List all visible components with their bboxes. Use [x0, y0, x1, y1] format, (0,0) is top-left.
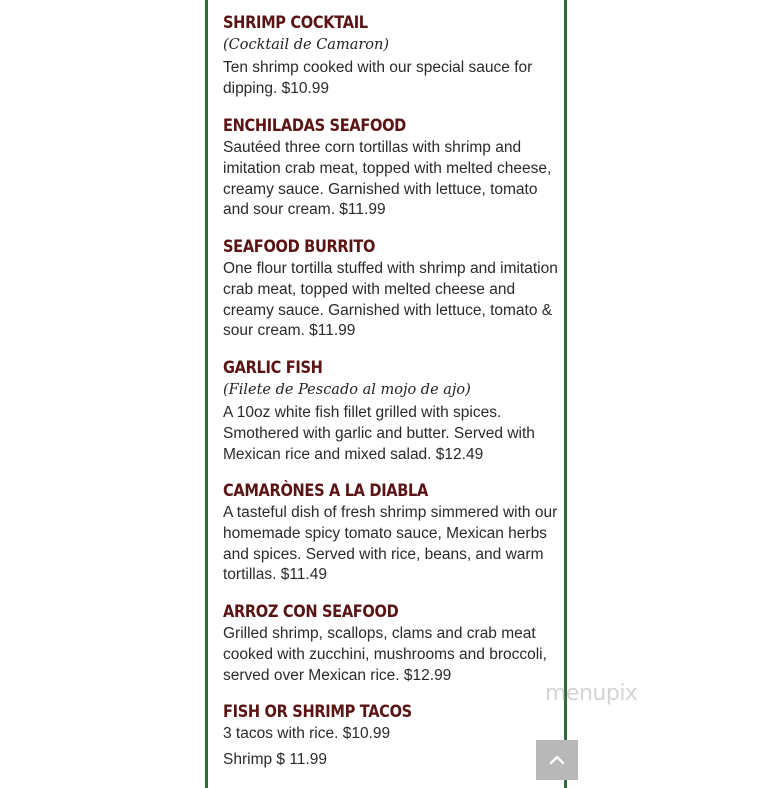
item-description: A 10oz white fish fillet grilled with spices. Smothered with garlic and butter. Served with Mexican rice and mixed salad. $12.49	[223, 404, 535, 463]
menu-item-seafood-burrito	[223, 236, 561, 342]
item-extra-price: Shrimp $ 11.99	[223, 750, 327, 768]
item-description: A tasteful dish of fresh shrimp simmered with our homemade spicy tomato sauce, Mexican herbs and spices. Served with rice, beans, and warm tortillas. $11.49	[223, 504, 558, 584]
item-description: 3 tacos with rice. $10.99	[223, 725, 391, 742]
item-name: FISH OR SHRIMP TACOS	[223, 702, 412, 722]
menu-item-fish-or-shrimp-tacos	[223, 701, 561, 771]
item-description: One flour tortilla stuffed with shrimp and imitation crab meat, topped with melted cheese and creamy sauce. Garnished with lettuce, tomato & sour cream. $11.99	[223, 260, 558, 340]
item-subtitle: (Filete de Pescado al mojo de ajo)	[223, 382, 471, 398]
item-name: ENCHILADAS SEAFOOD	[223, 116, 406, 136]
item-name: SEAFOOD BURRITO	[223, 237, 376, 257]
item-name: GARLIC FISH	[223, 358, 323, 378]
menu-item-enchiladas-seafood	[223, 115, 561, 221]
item-name: CAMARÒNES A LA DIABLA	[223, 481, 429, 501]
item-description: Sautéed three corn tortillas with shrimp and imitation crab meat, topped with melted cheese, creamy sauce. Garnished with lettuce, tomato and sour cream. $11.99	[223, 139, 552, 219]
item-description: Grilled shrimp, scallops, clams and crab meat cooked with zucchini, mushrooms and broccoli, served over Mexican rice. $12.99	[223, 625, 547, 684]
menu-item-garlic-fish	[223, 357, 561, 465]
item-name: ARROZ CON SEAFOOD	[223, 602, 399, 622]
chevron-up-icon	[549, 755, 565, 765]
item-name: SHRIMP COCKTAIL	[223, 13, 368, 33]
menu-item-arroz-con-seafood	[223, 601, 561, 686]
menupix-watermark: menupix	[545, 681, 638, 706]
scroll-to-top-button[interactable]	[536, 740, 578, 780]
menu-item-shrimp-cocktail	[223, 12, 561, 100]
item-description: Ten shrimp cooked with our special sauce for dipping. $10.99	[223, 59, 533, 97]
menu-item-camarones-a-la-diabla	[223, 480, 561, 586]
item-subtitle: (Cocktail de Camaron)	[223, 37, 390, 53]
